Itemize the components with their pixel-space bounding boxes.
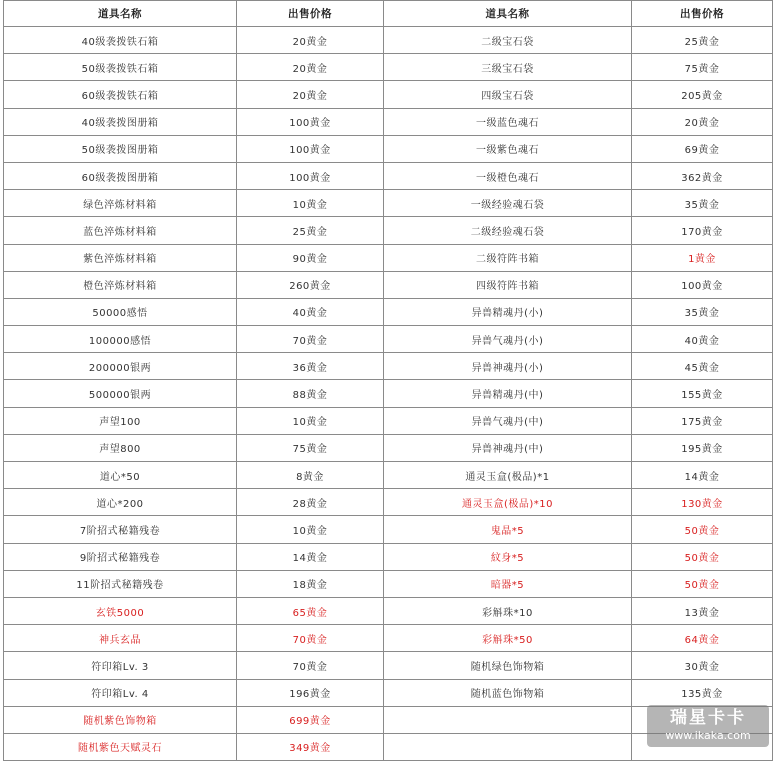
table-row <box>4 271 773 298</box>
price-table <box>3 0 773 761</box>
price-cell: 50黄金 <box>632 570 773 597</box>
table-row <box>4 81 773 108</box>
item-name-cell: 彩斛珠*10 <box>384 597 632 624</box>
price-cell: 70黄金 <box>237 326 384 353</box>
price-cell: 25黄金 <box>237 217 384 244</box>
price-cell: 14黄金 <box>632 462 773 489</box>
price-cell: 130黄金 <box>632 489 773 516</box>
header-item-name: 道具名称 <box>384 1 632 27</box>
price-cell: 40黄金 <box>237 298 384 325</box>
item-name-cell: 通灵玉盒(极品)*1 <box>384 462 632 489</box>
price-cell: 100黄金 <box>632 271 773 298</box>
price-cell: 65黄金 <box>237 597 384 624</box>
item-name-cell: 随机紫色饰物箱 <box>4 706 237 733</box>
price-cell: 64黄金 <box>632 625 773 652</box>
price-cell: 260黄金 <box>237 271 384 298</box>
header-item-name: 道具名称 <box>4 1 237 27</box>
item-name-cell: 紋身*5 <box>384 543 632 570</box>
item-name-cell: 50级袭拨铁石箱 <box>4 54 237 81</box>
item-name-cell: 蓝色淬炼材料箱 <box>4 217 237 244</box>
table-row <box>4 434 773 461</box>
item-name-cell: 40级袭拨图册箱 <box>4 108 237 135</box>
item-name-cell: 100000感悟 <box>4 326 237 353</box>
table-body <box>4 27 773 761</box>
watermark-url: www.ikaka.com <box>665 729 751 742</box>
item-name-cell: 7阶招式秘籍残卷 <box>4 516 237 543</box>
item-name-cell: 异兽气魂丹(中) <box>384 407 632 434</box>
watermark-brand: 瑞星卡卡 <box>670 708 746 728</box>
table-row <box>4 462 773 489</box>
price-cell: 10黄金 <box>237 407 384 434</box>
price-cell: 70黄金 <box>237 652 384 679</box>
table-row <box>4 543 773 570</box>
item-name-cell: 三级宝石袋 <box>384 54 632 81</box>
table-row <box>4 244 773 271</box>
item-name-cell: 异兽神魂丹(中) <box>384 434 632 461</box>
item-name-cell: 异兽精魂丹(小) <box>384 298 632 325</box>
item-name-cell: 玄铁5000 <box>4 597 237 624</box>
price-cell: 100黄金 <box>237 108 384 135</box>
price-cell: 88黄金 <box>237 380 384 407</box>
item-name-cell: 紫色淬炼材料箱 <box>4 244 237 271</box>
item-name-cell: 60级袭拨图册箱 <box>4 162 237 189</box>
item-name-cell: 异兽神魂丹(小) <box>384 353 632 380</box>
item-name-cell: 一级紫色魂石 <box>384 135 632 162</box>
table-row <box>4 597 773 624</box>
item-name-cell: 二级符阵书箱 <box>384 244 632 271</box>
item-name-cell: 500000银两 <box>4 380 237 407</box>
item-name-cell: 一级蓝色魂石 <box>384 108 632 135</box>
price-cell: 35黄金 <box>632 190 773 217</box>
price-cell: 349黄金 <box>237 733 384 760</box>
header-price: 出售价格 <box>237 1 384 27</box>
item-name-cell: 声望800 <box>4 434 237 461</box>
item-name-cell: 通灵玉盒(极品)*10 <box>384 489 632 516</box>
item-name-cell: 彩斛珠*50 <box>384 625 632 652</box>
price-cell: 50黄金 <box>632 543 773 570</box>
item-name-cell: 绿色淬炼材料箱 <box>4 190 237 217</box>
item-name-cell: 60级袭拨铁石箱 <box>4 81 237 108</box>
table-row <box>4 380 773 407</box>
item-name-cell <box>384 706 632 733</box>
price-cell: 14黄金 <box>237 543 384 570</box>
price-cell: 10黄金 <box>237 190 384 217</box>
price-cell: 50黄金 <box>632 516 773 543</box>
item-name-cell: 一级橙色魂石 <box>384 162 632 189</box>
table-row <box>4 135 773 162</box>
table-row <box>4 217 773 244</box>
item-name-cell: 四级符阵书箱 <box>384 271 632 298</box>
item-name-cell: 符印箱Lv. 4 <box>4 679 237 706</box>
price-cell: 100黄金 <box>237 135 384 162</box>
price-cell: 100黄金 <box>237 162 384 189</box>
item-name-cell: 声望100 <box>4 407 237 434</box>
item-name-cell: 随机绿色饰物箱 <box>384 652 632 679</box>
price-cell: 25黄金 <box>632 27 773 54</box>
item-name-cell: 符印箱Lv. 3 <box>4 652 237 679</box>
price-cell: 155黄金 <box>632 380 773 407</box>
item-name-cell: 二级宝石袋 <box>384 27 632 54</box>
price-cell: 75黄金 <box>632 54 773 81</box>
header-row <box>4 1 773 27</box>
price-cell: 175黄金 <box>632 407 773 434</box>
table-row <box>4 27 773 54</box>
item-name-cell: 道心*50 <box>4 462 237 489</box>
price-cell: 196黄金 <box>237 679 384 706</box>
item-name-cell: 暗器*5 <box>384 570 632 597</box>
item-name-cell: 异兽气魂丹(小) <box>384 326 632 353</box>
price-cell: 10黄金 <box>237 516 384 543</box>
price-cell: 18黄金 <box>237 570 384 597</box>
item-name-cell <box>384 733 632 760</box>
table-row <box>4 652 773 679</box>
item-name-cell: 橙色淬炼材料箱 <box>4 271 237 298</box>
watermark-logo <box>647 705 769 747</box>
table-row <box>4 108 773 135</box>
price-cell: 20黄金 <box>237 54 384 81</box>
table-row <box>4 298 773 325</box>
item-name-cell: 40级袭拨铁石箱 <box>4 27 237 54</box>
price-cell: 40黄金 <box>632 326 773 353</box>
price-cell: 20黄金 <box>237 81 384 108</box>
price-cell: 75黄金 <box>237 434 384 461</box>
price-cell: 195黄金 <box>632 434 773 461</box>
price-cell: 69黄金 <box>632 135 773 162</box>
table-row <box>4 326 773 353</box>
table-row <box>4 625 773 652</box>
item-name-cell: 随机紫色天赋灵石 <box>4 733 237 760</box>
table-row <box>4 190 773 217</box>
table-row <box>4 516 773 543</box>
item-name-cell: 50级袭拨图册箱 <box>4 135 237 162</box>
header-price: 出售价格 <box>632 1 773 27</box>
price-cell: 362黄金 <box>632 162 773 189</box>
item-name-cell: 鬼晶*5 <box>384 516 632 543</box>
price-cell: 36黄金 <box>237 353 384 380</box>
price-cell: 205黄金 <box>632 81 773 108</box>
price-cell: 13黄金 <box>632 597 773 624</box>
price-cell: 28黄金 <box>237 489 384 516</box>
item-name-cell: 二级经验魂石袋 <box>384 217 632 244</box>
table-row <box>4 162 773 189</box>
price-cell: 35黄金 <box>632 298 773 325</box>
item-name-cell: 50000感悟 <box>4 298 237 325</box>
price-cell: 135黄金 <box>632 679 773 706</box>
price-cell: 30黄金 <box>632 652 773 679</box>
table-row <box>4 679 773 706</box>
item-name-cell: 随机蓝色饰物箱 <box>384 679 632 706</box>
price-cell: 45黄金 <box>632 353 773 380</box>
price-cell: 699黄金 <box>237 706 384 733</box>
price-cell: 1黄金 <box>632 244 773 271</box>
price-cell: 20黄金 <box>632 108 773 135</box>
item-name-cell: 道心*200 <box>4 489 237 516</box>
price-cell: 70黄金 <box>237 625 384 652</box>
item-name-cell: 200000银两 <box>4 353 237 380</box>
item-name-cell: 9阶招式秘籍残卷 <box>4 543 237 570</box>
price-cell: 8黄金 <box>237 462 384 489</box>
table-row <box>4 570 773 597</box>
item-name-cell: 神兵玄晶 <box>4 625 237 652</box>
item-name-cell: 四级宝石袋 <box>384 81 632 108</box>
item-name-cell: 11阶招式秘籍残卷 <box>4 570 237 597</box>
table-row <box>4 407 773 434</box>
item-name-cell: 一级经验魂石袋 <box>384 190 632 217</box>
price-cell: 170黄金 <box>632 217 773 244</box>
item-name-cell: 异兽精魂丹(中) <box>384 380 632 407</box>
table-row <box>4 489 773 516</box>
table-row <box>4 54 773 81</box>
price-cell: 90黄金 <box>237 244 384 271</box>
table-row <box>4 353 773 380</box>
price-cell: 20黄金 <box>237 27 384 54</box>
